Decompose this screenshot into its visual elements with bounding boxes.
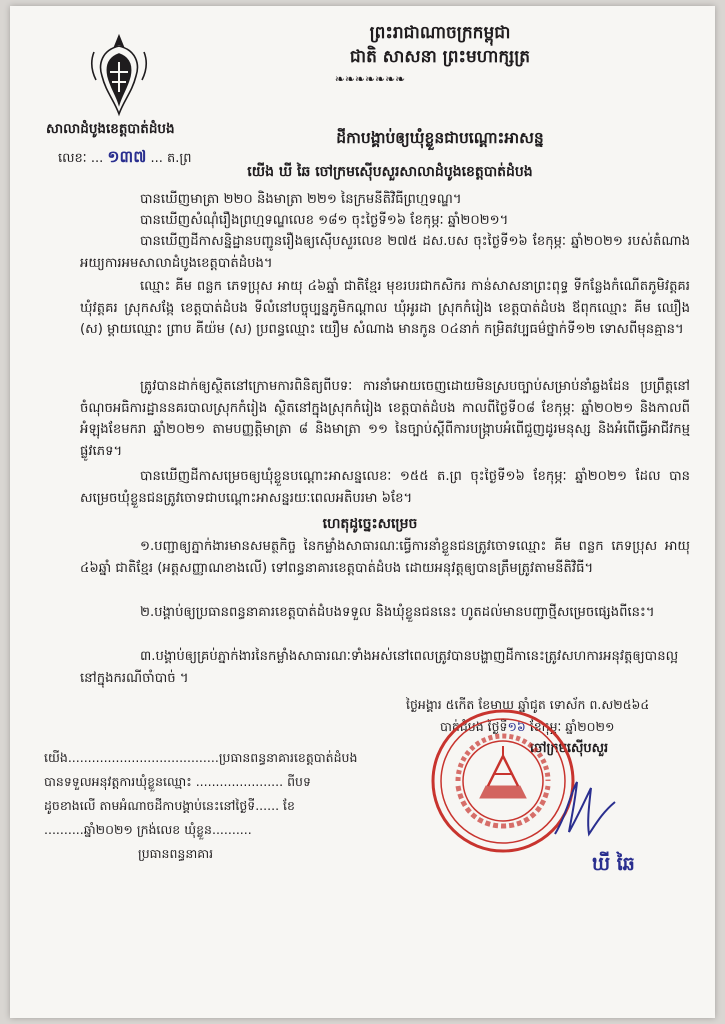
decision-2: ២.បង្គាប់ឲ្យប្រធានពន្ធនាគារខេត្តបាត់ដំបងទទួល និងឃុំខ្លួនជននេះ ហូតដល់មានបញ្ជាថ្មីសម្រេចផ្សេងពីនេះ។ bbox=[140, 605, 655, 620]
court-name: សាលាដំបូងខេត្តបាត់ដំបង bbox=[46, 121, 175, 137]
receipt-line-5: ប្រធានពន្ធនាគារ bbox=[138, 846, 214, 861]
judge-signature bbox=[545, 774, 625, 844]
judge-name: ឃី ឆៃ bbox=[592, 853, 635, 875]
kingdom-heading: ព្រះរាជាណាចក្រកម្ពុជា bbox=[369, 23, 511, 43]
document-title: ដីកាបង្គាប់ឲ្យឃុំខ្លួនជាបណ្តោះអាសន្ន bbox=[336, 129, 544, 147]
date-solar-day: ១៦ bbox=[507, 719, 526, 734]
decision-1: ១.បញ្ជាឲ្យភ្នាក់ងារមានសមត្ថកិច្ច នៃកម្លាំងសាធារណៈធ្វើការនាំខ្លួនជនត្រូវចោទឈ្មោះ គីម ពន្លក ភេទប្រុស អាយុ ៤៦ឆ្នាំ ជាតិខ្មែរ (អត្តសញ្ញាណខាងលើ) ទៅពន្ធនាគារខេត្តបាត់ដំបង ដោយអនុវត្តឲ្យបានត្រឹមត្រូវតាមនីតិវិធី។ bbox=[80, 539, 690, 576]
receipt-line-4: ..........ឆ្នាំ២០២១ ក្រង់លេខ ឃុំខ្លួន.......... bbox=[44, 822, 252, 837]
issuer-line: យើង ឃី ឆៃ ចៅក្រមស៊ើបសួរសាលាដំបូងខេត្តបាត់ដំបង bbox=[247, 164, 533, 180]
court-emblem-icon bbox=[88, 32, 150, 118]
document-page bbox=[10, 6, 715, 1018]
reference-number: ១៣៧ bbox=[107, 147, 147, 166]
decision-3: ៣.បង្គាប់ឲ្យគ្រប់ភ្នាក់ងារនៃកម្លាំងសាធារណៈទាំងអស់នៅពេលត្រូវបានបង្ហាញដីកានេះត្រូវសហការអនុវត្តឲ្យបានល្អនៅក្នុងករណីចាំបាច់ ។ bbox=[80, 649, 679, 686]
reference-line: លេខៈ ... ១៣៧ ... ត.ព្រ bbox=[58, 147, 192, 166]
date-solar: បាត់ដំបង ថ្ងៃទី១៦ ខែកុម្ភៈ ឆ្នាំ២០២១ bbox=[440, 719, 615, 734]
date-lunar: ថ្ងៃអង្គារ ៥កើត ខែមាឃ ឆ្នាំជូត ទោស័ក ព.ស២៥៦៤ bbox=[406, 697, 650, 712]
header-ornament: ❧❧❧❧❧❧❧ bbox=[334, 72, 406, 86]
paragraph-6: បានឃើញដីកាសម្រេចឲ្យឃុំខ្លួនបណ្តោះអាសន្នលេខៈ ១៥៥ ត.ព្រ ចុះថ្ងៃទី១៦ ខែកុម្ភៈ ឆ្នាំ២០២១ ដែល បានសម្រេចឃុំខ្លួនជនត្រូវចោទជាបណ្តោះអាសន្នរយៈពេលអតិបរមា ៦ខែ។ bbox=[80, 469, 690, 506]
receipt-line-3: ដូចខាងលើ តាមអំណាចដីកាបង្គាប់នេះនៅថ្ងៃទី...... ខែ bbox=[44, 798, 295, 813]
paragraph-2: បានឃើញសំណុំរឿងព្រហ្មទណ្ឌលេខ ១៨១ ចុះថ្ងៃទី១៦ ខែកុម្ភៈ ឆ្នាំ២០២១។ bbox=[140, 213, 509, 228]
receipt-line-2: បានទទួលអនុវត្តការឃុំខ្លួនឈ្មោះ ...................... ពីបទ bbox=[44, 774, 311, 789]
paragraph-1: បានឃើញមាត្រា ២២០ និងមាត្រា ២២១ នៃក្រមនីតិវិធីព្រហ្មទណ្ឌ។ bbox=[140, 192, 462, 207]
reference-suffix: ត.ព្រ bbox=[167, 151, 192, 166]
receipt-line-1: យើង......................................ប្រធានពន្ធនាគារខេត្តបាត់ដំបង bbox=[44, 750, 358, 765]
judge-title: ចៅក្រមស៊ើបសួរ bbox=[530, 741, 609, 756]
national-motto: ជាតិ សាសនា ព្រះមហាក្សត្រ bbox=[349, 47, 531, 67]
decision-heading: ហេតុដូច្នេះសម្រេច bbox=[322, 516, 418, 532]
paragraph-4: ឈ្មោះ គីម ពន្លក ភេទប្រុស អាយុ ៤៦ឆ្នាំ ជាតិខ្មែរ មុខរបរជាកសិករ កាន់សាសនាព្រះពុទ្ធ ទីកន្លែងកំណើតភូមិវត្តគរ ឃុំវត្តគរ ស្រុកសង្កែ ខេត្តបាត់ដំបង ទីលំនៅបច្ចុប្បន្នភូមិកណ្តាល ឃុំអូរដា ស្រុកកំរៀង ខេត្តបាត់ដំបង ឪពុកឈ្មោះ គីម ឈឿង (ស) ម្តាយឈ្មោះ ព្រាប គីយ៉ម (ស) ប្រពន្ធឈ្មោះ យឿម សំណាង មានកូន ០៤នាក់ កម្រិតវប្បធម៌ថ្នាក់ទី១២ ទោសពីមុនគ្មាន។ bbox=[80, 279, 690, 337]
paragraph-3: បានឃើញដីកាសន្និដ្ឋានបញ្ជូនរឿងឲ្យស៊ើបសួរលេខ ២៧៥ ដស.បស ចុះថ្ងៃទី១៦ ខែកុម្ភៈ ឆ្នាំ២០២១ របស់តំណាងអយ្យការអមសាលាដំបូងខេត្តបាត់ដំបង។ bbox=[80, 234, 690, 271]
paragraph-5: ត្រូវបានដាក់ឲ្យស្ថិតនៅក្រោមការពិនិត្យពីបទៈ ការនាំអោយចេញដោយមិនស្របច្បាប់សម្រាប់នាំឆ្លងដែន ប្រព្រឹត្តនៅចំណុចអធិការដ្ឋាននគរបាលស្រុកកំរៀង ស្ថិតនៅក្នុងស្រុកកំរៀង ខេត្តបាត់ដំបង កាលពីថ្ងៃទី០៨ ខែកុម្ភៈ ឆ្នាំ២០២១ និងកាលពីអំឡុងខែមករា ឆ្នាំ២០២១ តាមបញ្ញត្តិមាត្រា ៨ និងមាត្រា ១១ នៃច្បាប់ស្តីពីការបង្ក្រាបអំពើជួញដូរមនុស្ស និងអំពើធ្វើអាជីវកម្មផ្លូវភេទ។ bbox=[80, 379, 690, 459]
reference-label: លេខៈ bbox=[58, 151, 87, 166]
